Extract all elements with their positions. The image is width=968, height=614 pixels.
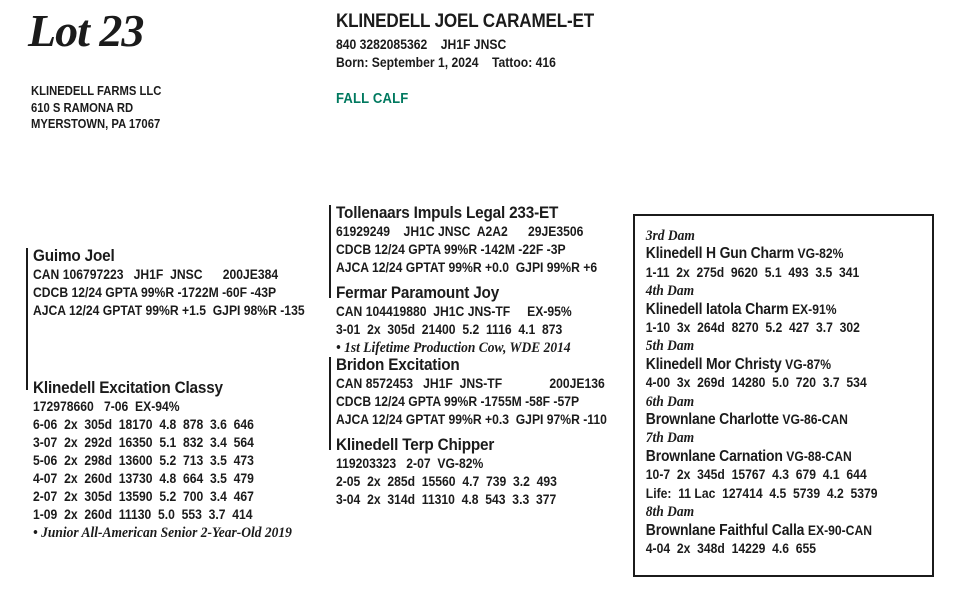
pedigree-sire-block — [33, 245, 305, 320]
dam-record-line: 1-11 2x 275d 9620 5.1 493 3.5 341 — [645, 264, 860, 280]
pedigree-animal-name: Tollenaars Impuls Legal 233-ET — [336, 203, 559, 222]
pedigree-data-line: 61929249 JH1C JNSC A2A2 29JE3506 — [336, 224, 584, 239]
dam-generation-label: 6th Dam — [645, 393, 695, 410]
pedigree-animal-name: Bridon Excitation — [336, 355, 460, 374]
pedigree-animal-name: Guimo Joel — [33, 246, 115, 265]
pedigree-dam-dam-block — [336, 434, 557, 509]
dam-score: VG-87% — [785, 356, 832, 372]
dam-record-line: Life: 11 Lac 127414 4.5 5739 4.2 5379 — [645, 485, 878, 501]
dam-name-line — [646, 356, 903, 374]
maternal-line-content — [635, 216, 902, 558]
pedigree-bracket-line — [329, 205, 331, 298]
consignor-block — [31, 83, 161, 133]
dam-score: EX-91% — [791, 301, 837, 317]
dam-name-line — [646, 448, 903, 466]
pedigree-data-line: 1-09 2x 260d 11130 5.0 553 3.7 414 — [33, 507, 253, 522]
dam-record-line: 4-04 2x 348d 14229 4.6 655 — [645, 540, 817, 556]
pedigree-data-line: CDCB 12/24 GPTA 99%R -1722M -60F -43P — [33, 285, 277, 300]
pedigree-dam-sire-block — [336, 354, 607, 429]
consignor-address-2: MYERSTOWN, PA 17067 — [31, 117, 161, 131]
animal-header — [336, 10, 594, 71]
pedigree-sire-sire-block — [336, 202, 597, 277]
pedigree-data-line: 2-07 2x 305d 13590 5.2 700 3.4 467 — [33, 489, 254, 504]
dam-name: Brownlane Charlotte — [645, 411, 779, 429]
pedigree-data-line: AJCA 12/24 GPTAT 99%R +1.5 GJPI 98%R -135 — [33, 303, 305, 318]
category-label: FALL CALF — [336, 91, 409, 107]
animal-name: KLINEDELL JOEL CARAMEL-ET — [336, 11, 595, 32]
dam-name-line — [646, 411, 903, 429]
dam-record-line: 1-10 3x 264d 8270 5.2 427 3.7 302 — [645, 320, 860, 336]
pedigree-data-line: CDCB 12/24 GPTA 99%R -142M -22F -3P — [336, 242, 566, 257]
dam-name: Brownlane Carnation — [645, 447, 783, 465]
pedigree-data-line: 6-06 2x 305d 18170 4.8 878 3.6 646 — [33, 417, 254, 432]
maternal-line-box — [633, 214, 934, 577]
pedigree-award-note: • 1st Lifetime Production Cow, WDE 2014 — [336, 340, 571, 356]
pedigree-award-note: • Junior All-American Senior 2-Year-Old 2019 — [33, 525, 292, 541]
dam-score: EX-90-CAN — [807, 522, 872, 538]
consignor-name: KLINEDELL FARMS LLC — [31, 84, 162, 98]
dam-name-line — [646, 301, 903, 319]
dam-generation-label: 3rd Dam — [645, 228, 695, 244]
pedigree-bracket-line — [26, 248, 28, 390]
dam-name-line — [646, 522, 903, 540]
pedigree-data-line: 3-07 2x 292d 16350 5.1 832 3.4 564 — [33, 435, 254, 450]
pedigree-data-line: 3-04 2x 314d 11310 4.8 543 3.3 377 — [336, 492, 557, 507]
pedigree-data-line: CAN 8572453 JH1F JNS-TF 200JE136 — [336, 376, 605, 391]
pedigree-data-line: CDCB 12/24 GPTA 99%R -1755M -58F -57P — [336, 394, 580, 409]
dam-name: Klinedell H Gun Charm — [645, 245, 794, 263]
lot-number: Lot 23 — [28, 5, 144, 56]
pedigree-data-line: 3-01 2x 305d 21400 5.2 1116 4.1 873 — [336, 322, 563, 337]
pedigree-data-line: CAN 104419880 JH1C JNS-TF EX-95% — [336, 304, 572, 319]
dam-name-line — [646, 245, 903, 263]
dam-score: VG-88-CAN — [786, 448, 852, 464]
dam-name: Klinedell Iatola Charm — [645, 300, 789, 318]
dam-record-line: 10-7 2x 345d 15767 4.3 679 4.1 644 — [645, 467, 867, 483]
pedigree-data-line: 119203323 2-07 VG-82% — [336, 456, 484, 471]
dam-generation-label: 5th Dam — [645, 338, 695, 355]
pedigree-bracket-line — [329, 357, 331, 450]
consignor-address-1: 610 S RAMONA RD — [31, 100, 134, 115]
pedigree-data-line: AJCA 12/24 GPTAT 99%R +0.3 GJPI 97%R -110 — [336, 412, 607, 427]
pedigree-data-line: AJCA 12/24 GPTAT 99%R +0.0 GJPI 99%R +6 — [336, 260, 598, 275]
pedigree-animal-name: Fermar Paramount Joy — [336, 283, 500, 302]
pedigree-sire-dam-block — [336, 282, 572, 357]
dam-record-line: 4-00 3x 269d 14280 5.0 720 3.7 534 — [645, 375, 867, 391]
dam-generation-label: 8th Dam — [645, 504, 695, 521]
pedigree-data-line: CAN 106797223 JH1F JNSC 200JE384 — [33, 267, 279, 282]
dam-generation-label: 7th Dam — [645, 430, 695, 447]
dam-score: VG-82% — [797, 246, 844, 262]
dam-name: Klinedell Mor Christy — [645, 355, 782, 373]
pedigree-animal-name: Klinedell Terp Chipper — [336, 435, 495, 454]
dam-score: VG-86-CAN — [782, 412, 848, 428]
animal-born-line: Born: September 1, 2024 Tattoo: 416 — [336, 54, 556, 70]
pedigree-data-line: 2-05 2x 285d 15560 4.7 739 3.2 493 — [336, 474, 557, 489]
dam-name: Brownlane Faithful Calla — [645, 521, 805, 539]
pedigree-animal-name: Klinedell Excitation Classy — [33, 378, 223, 397]
pedigree-dam-block — [33, 377, 292, 542]
dam-generation-label: 4th Dam — [645, 283, 695, 300]
pedigree-data-line: 172978660 7-06 EX-94% — [33, 399, 180, 414]
pedigree-data-line: 4-07 2x 260d 13730 4.8 664 3.5 479 — [33, 471, 254, 486]
animal-id-line: 840 3282085362 JH1F JNSC — [336, 37, 507, 52]
pedigree-data-line: 5-06 2x 298d 13600 5.2 713 3.5 473 — [33, 453, 254, 468]
